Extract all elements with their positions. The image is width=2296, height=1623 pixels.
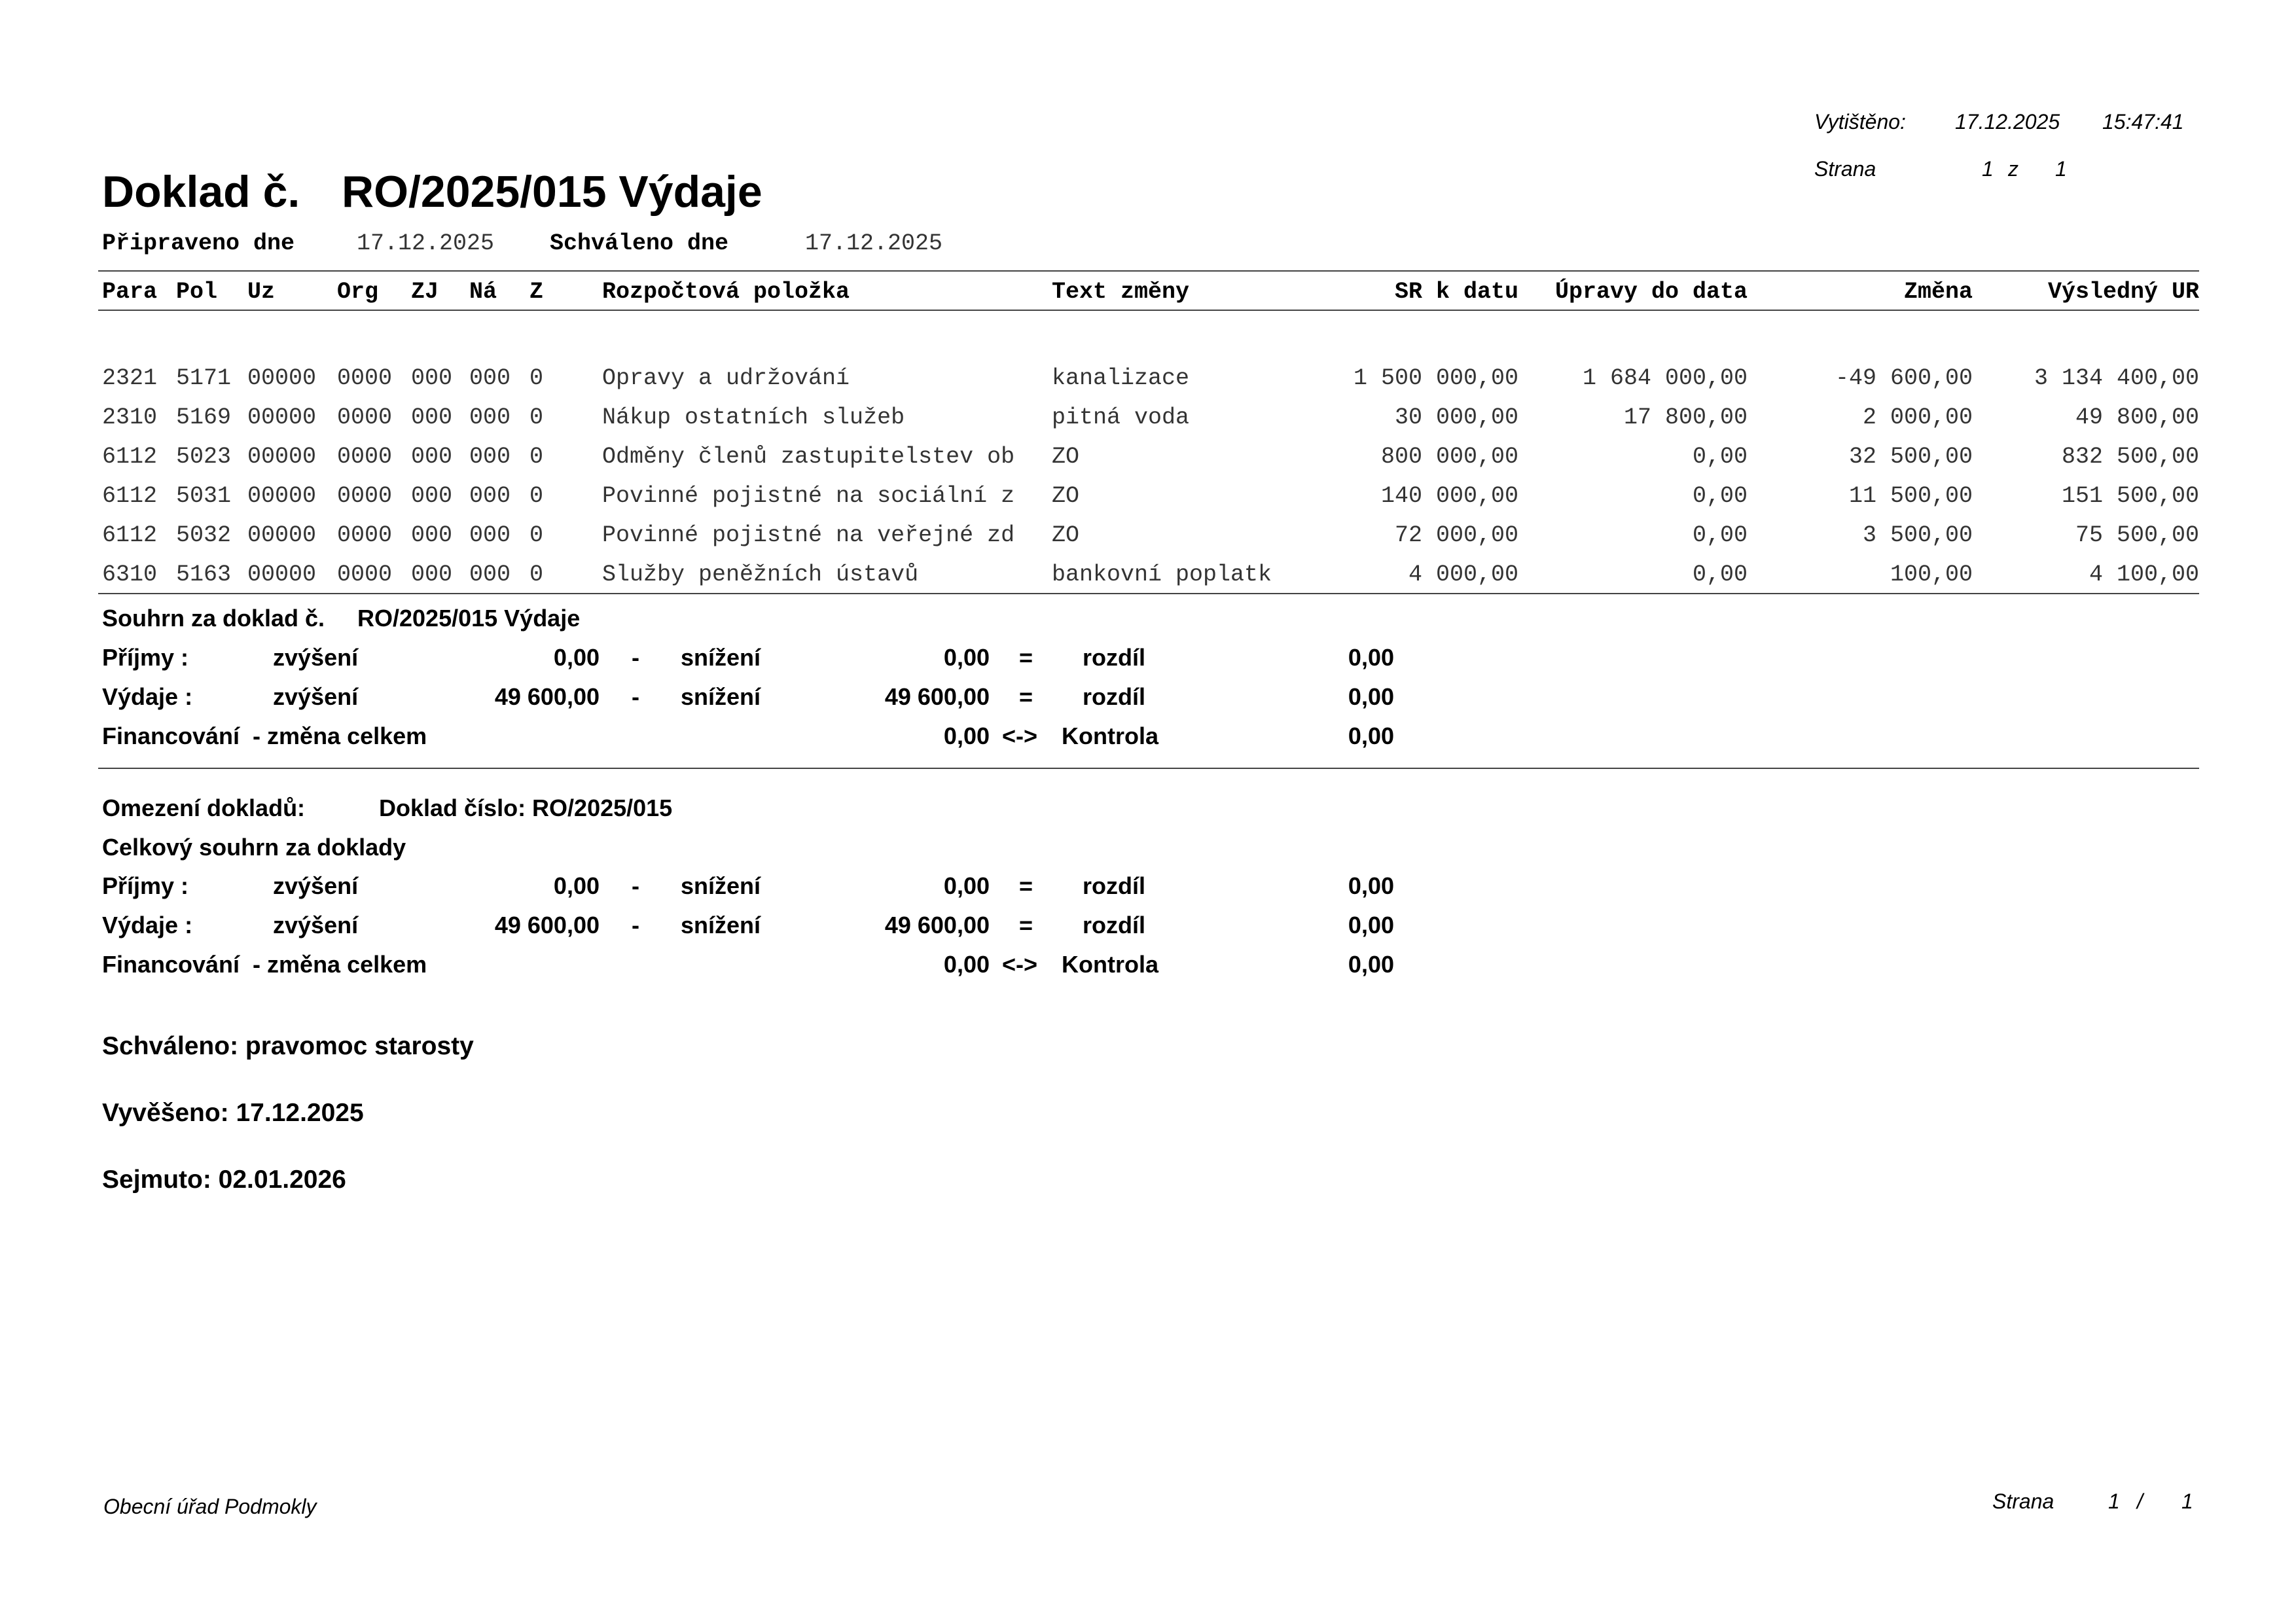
table-header-rule — [98, 310, 2199, 311]
cell-zmena: -49 600,00 — [1835, 365, 1973, 391]
cell-zj: 000 — [411, 483, 453, 509]
restriction-label: Omezení dokladů: — [102, 794, 306, 821]
col-uz: Uz — [247, 279, 276, 305]
cell-zj: 000 — [411, 522, 453, 548]
financing-label: Financování - změna celkem — [102, 951, 427, 978]
note-removed: Sejmuto: 02.01.2026 — [102, 1166, 346, 1194]
cell-zj: 000 — [411, 365, 453, 391]
cell-para: 6112 — [102, 444, 158, 470]
increase-value: 0,00 — [553, 872, 600, 899]
equals-sign: = — [1019, 872, 1033, 899]
equals-sign: = — [1019, 644, 1033, 671]
page-current: 1 — [1982, 157, 1994, 181]
title-prefix: Doklad č. — [102, 167, 300, 217]
cell-para: 6112 — [102, 522, 158, 548]
summary-row-label: Příjmy : — [102, 644, 189, 671]
col-text-zmeny: Text změny — [1052, 279, 1190, 305]
financing-value: 0,00 — [943, 951, 990, 978]
decrease-label: snížení — [681, 644, 761, 671]
total-summary-title: Celkový souhrn za doklady — [102, 834, 406, 861]
cell-vysledny-ur: 4 100,00 — [2089, 562, 2199, 588]
difference-value: 0,00 — [1348, 683, 1394, 710]
col-rozpoctova-polozka: Rozpočtová položka — [602, 279, 850, 305]
cell-upravy-do-data: 0,00 — [1692, 562, 1748, 588]
cell-zmena: 11 500,00 — [1848, 483, 1973, 509]
difference-label: rozdíl — [1083, 912, 1145, 938]
increase-label: zvýšení — [273, 644, 359, 671]
cell-sr-k-datu: 800 000,00 — [1380, 444, 1518, 470]
col-pol: Pol — [176, 279, 218, 305]
col-org: Org — [337, 279, 379, 305]
decrease-value: 0,00 — [943, 644, 990, 671]
cell-upravy-do-data: 0,00 — [1692, 483, 1748, 509]
cell-text-zmeny: ZO — [1052, 483, 1080, 509]
note-posted: Vyvěšeno: 17.12.2025 — [102, 1099, 364, 1127]
col-zmena: Změna — [1903, 279, 1973, 305]
cell-rozpoctova-polozka: Povinné pojistné na sociální z — [602, 483, 1015, 509]
page-total: 1 — [2055, 157, 2067, 181]
note-approved: Schváleno: pravomoc starosty — [102, 1032, 474, 1060]
cell-rozpoctova-polozka: Služby peněžních ústavů — [602, 562, 919, 588]
printed-label: Vytištěno: — [1814, 110, 1906, 134]
cell-zj: 000 — [411, 444, 453, 470]
cell-zj: 000 — [411, 404, 453, 431]
financing-label: Financování - změna celkem — [102, 722, 427, 749]
cell-upravy-do-data: 17 800,00 — [1623, 404, 1748, 431]
cell-para: 6310 — [102, 562, 158, 588]
cell-rozpoctova-polozka: Nákup ostatních služeb — [602, 404, 905, 431]
cell-z: 0 — [529, 404, 544, 431]
check-value: 0,00 — [1348, 951, 1394, 978]
col-sr-k-datu: SR k datu — [1394, 279, 1518, 305]
col-vysledny-ur: Výsledný UR — [2047, 279, 2199, 305]
cell-rozpoctova-polozka: Povinné pojistné na veřejné zd — [602, 522, 1015, 548]
col-zj: ZJ — [411, 279, 439, 305]
cell-pol: 5163 — [176, 562, 232, 588]
cell-zj: 000 — [411, 562, 453, 588]
cell-upravy-do-data: 0,00 — [1692, 444, 1748, 470]
summary-bottom-rule — [98, 768, 2199, 769]
document-number: RO/2025/015 Výdaje — [342, 167, 762, 217]
cell-zmena: 32 500,00 — [1848, 444, 1973, 470]
cell-z: 0 — [529, 522, 544, 548]
compare-arrow: <-> — [1002, 951, 1038, 978]
check-label: Kontrola — [1062, 722, 1158, 749]
equals-sign: = — [1019, 912, 1033, 938]
check-value: 0,00 — [1348, 722, 1394, 749]
cell-text-zmeny: pitná voda — [1052, 404, 1190, 431]
cell-vysledny-ur: 49 800,00 — [2075, 404, 2199, 431]
difference-label: rozdíl — [1083, 683, 1145, 710]
cell-na: 000 — [469, 444, 511, 470]
cell-org: 0000 — [337, 562, 393, 588]
approved-label: Schváleno dne — [550, 230, 729, 257]
cell-org: 0000 — [337, 404, 393, 431]
difference-label: rozdíl — [1083, 644, 1145, 671]
cell-text-zmeny: ZO — [1052, 522, 1080, 548]
decrease-value: 49 600,00 — [884, 912, 990, 938]
page-separator: z — [2008, 157, 2018, 181]
cell-rozpoctova-polozka: Opravy a udržování — [602, 365, 850, 391]
cell-upravy-do-data: 0,00 — [1692, 522, 1748, 548]
cell-pol: 5169 — [176, 404, 232, 431]
cell-sr-k-datu: 30 000,00 — [1394, 404, 1518, 431]
summary-title-prefix: Souhrn za doklad č. — [102, 605, 325, 632]
footer-organization: Obecní úřad Podmokly — [103, 1495, 317, 1518]
cell-uz: 00000 — [247, 562, 317, 588]
cell-para: 2310 — [102, 404, 158, 431]
cell-upravy-do-data: 1 684 000,00 — [1582, 365, 1748, 391]
footer-page-label: Strana — [1992, 1489, 2054, 1513]
cell-vysledny-ur: 151 500,00 — [2061, 483, 2199, 509]
difference-label: rozdíl — [1083, 872, 1145, 899]
prepared-date: 17.12.2025 — [357, 230, 495, 257]
cell-vysledny-ur: 3 134 400,00 — [2034, 365, 2199, 391]
increase-label: zvýšení — [273, 872, 359, 899]
cell-vysledny-ur: 832 500,00 — [2061, 444, 2199, 470]
cell-zmena: 2 000,00 — [1862, 404, 1973, 431]
cell-para: 6112 — [102, 483, 158, 509]
increase-value: 0,00 — [553, 644, 600, 671]
col-na: Ná — [469, 279, 497, 305]
summary-row-label: Výdaje : — [102, 683, 193, 710]
decrease-label: snížení — [681, 912, 761, 938]
cell-z: 0 — [529, 483, 544, 509]
prepared-label: Připraveno dne — [102, 230, 295, 257]
decrease-label: snížení — [681, 683, 761, 710]
cell-pol: 5031 — [176, 483, 232, 509]
cell-rozpoctova-polozka: Odměny členů zastupitelstev ob — [602, 444, 1015, 470]
footer-page-total: 1 — [2181, 1489, 2193, 1513]
cell-text-zmeny: ZO — [1052, 444, 1080, 470]
cell-uz: 00000 — [247, 404, 317, 431]
decrease-value: 0,00 — [943, 872, 990, 899]
equals-sign: = — [1019, 683, 1033, 710]
difference-value: 0,00 — [1348, 644, 1394, 671]
cell-vysledny-ur: 75 500,00 — [2075, 522, 2199, 548]
summary-title-doc: RO/2025/015 Výdaje — [357, 605, 581, 632]
cell-para: 2321 — [102, 365, 158, 391]
summary-row-label: Příjmy : — [102, 872, 189, 899]
minus-sign: - — [632, 644, 639, 671]
decrease-value: 49 600,00 — [884, 683, 990, 710]
restriction-value: Doklad číslo: RO/2025/015 — [379, 794, 673, 821]
minus-sign: - — [632, 912, 639, 938]
cell-org: 0000 — [337, 444, 393, 470]
cell-z: 0 — [529, 562, 544, 588]
cell-na: 000 — [469, 483, 511, 509]
col-upravy-do-data: Úpravy do data — [1554, 279, 1748, 305]
difference-value: 0,00 — [1348, 872, 1394, 899]
cell-na: 000 — [469, 522, 511, 548]
printed-time: 15:47:41 — [2102, 110, 2184, 134]
increase-value: 49 600,00 — [494, 912, 600, 938]
increase-label: zvýšení — [273, 912, 359, 938]
cell-uz: 00000 — [247, 444, 317, 470]
check-label: Kontrola — [1062, 951, 1158, 978]
cell-org: 0000 — [337, 365, 393, 391]
cell-text-zmeny: bankovní poplatk — [1052, 562, 1272, 588]
col-para: Para — [102, 279, 158, 305]
cell-uz: 00000 — [247, 522, 317, 548]
page-label: Strana — [1814, 157, 1876, 181]
increase-label: zvýšení — [273, 683, 359, 710]
minus-sign: - — [632, 872, 639, 899]
cell-uz: 00000 — [247, 365, 317, 391]
cell-na: 000 — [469, 404, 511, 431]
cell-zmena: 100,00 — [1890, 562, 1973, 588]
cell-sr-k-datu: 72 000,00 — [1394, 522, 1518, 548]
increase-value: 49 600,00 — [494, 683, 600, 710]
cell-zmena: 3 500,00 — [1862, 522, 1973, 548]
cell-uz: 00000 — [247, 483, 317, 509]
approved-date: 17.12.2025 — [805, 230, 943, 257]
cell-na: 000 — [469, 562, 511, 588]
summary-row-label: Výdaje : — [102, 912, 193, 938]
financing-value: 0,00 — [943, 722, 990, 749]
footer-page-current: 1 — [2108, 1489, 2120, 1513]
cell-org: 0000 — [337, 522, 393, 548]
cell-na: 000 — [469, 365, 511, 391]
cell-sr-k-datu: 4 000,00 — [1408, 562, 1518, 588]
footer-page-separator: / — [2137, 1489, 2143, 1513]
difference-value: 0,00 — [1348, 912, 1394, 938]
minus-sign: - — [632, 683, 639, 710]
cell-pol: 5032 — [176, 522, 232, 548]
cell-sr-k-datu: 140 000,00 — [1380, 483, 1518, 509]
compare-arrow: <-> — [1002, 722, 1038, 749]
table-bottom-rule — [98, 593, 2199, 594]
cell-z: 0 — [529, 365, 544, 391]
cell-text-zmeny: kanalizace — [1052, 365, 1190, 391]
col-z: Z — [529, 279, 544, 305]
cell-pol: 5171 — [176, 365, 232, 391]
cell-org: 0000 — [337, 483, 393, 509]
cell-pol: 5023 — [176, 444, 232, 470]
cell-sr-k-datu: 1 500 000,00 — [1353, 365, 1518, 391]
decrease-label: snížení — [681, 872, 761, 899]
cell-z: 0 — [529, 444, 544, 470]
printed-date: 17.12.2025 — [1955, 110, 2060, 134]
table-top-rule — [98, 270, 2199, 272]
